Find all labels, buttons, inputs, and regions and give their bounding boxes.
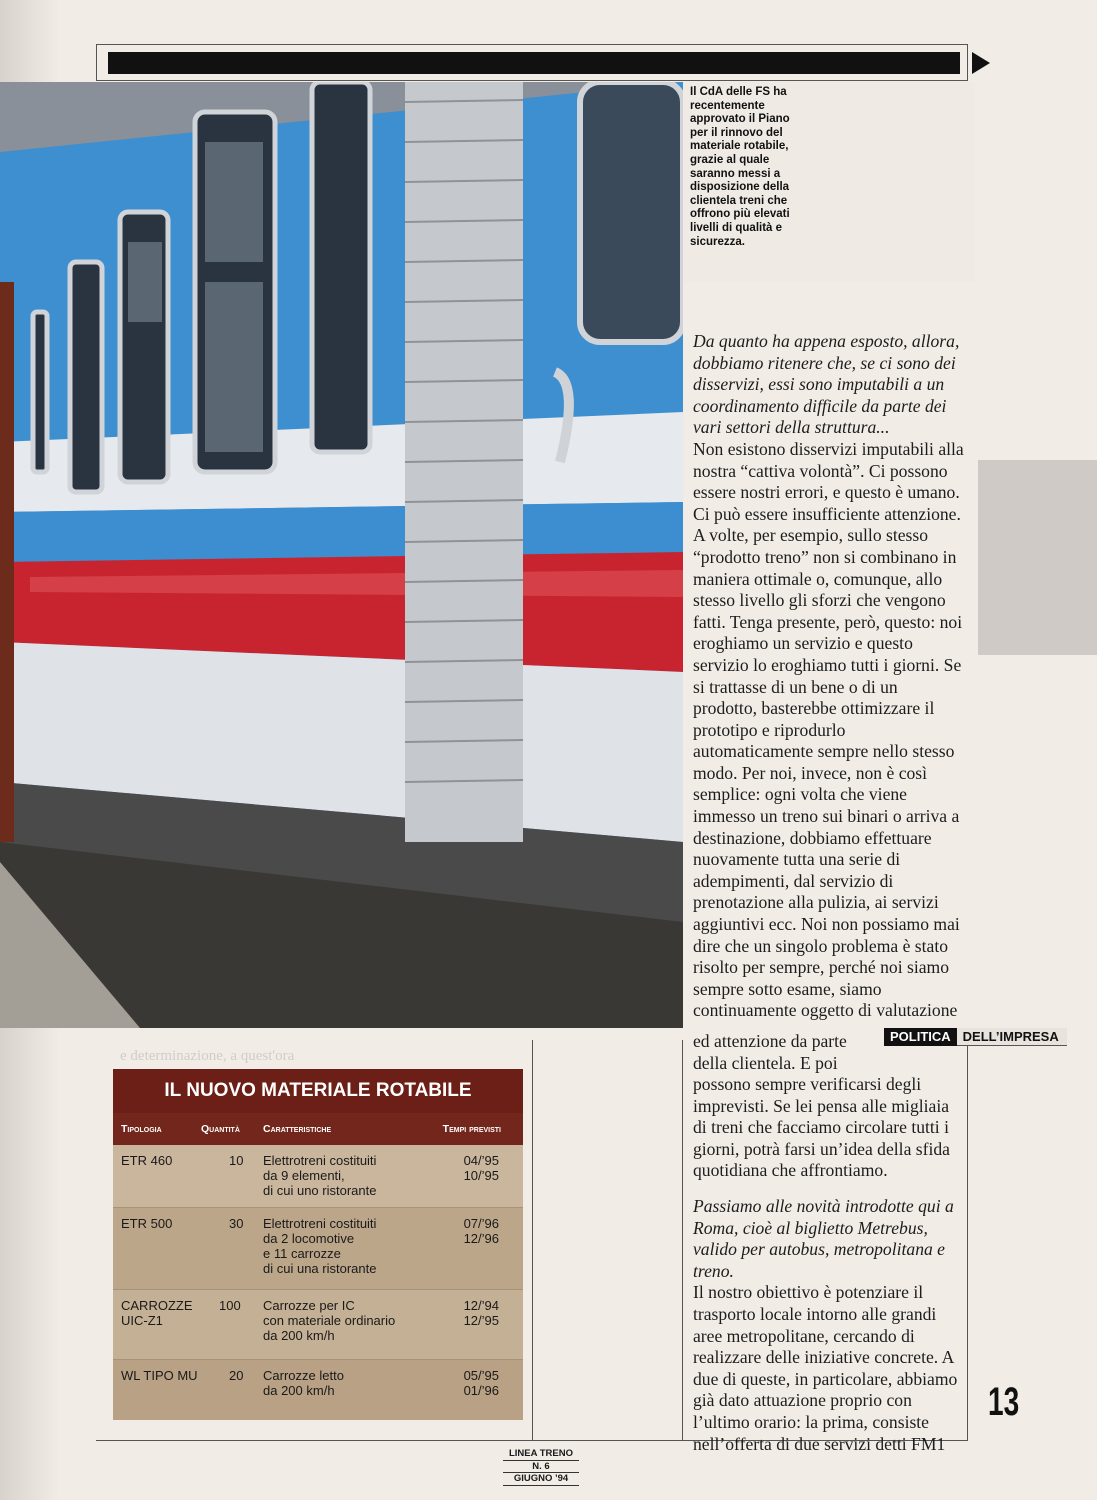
frame-rule [96, 80, 968, 81]
magazine-footer [503, 1448, 579, 1486]
cell-qty: 20 [229, 1368, 244, 1383]
frame-top [96, 44, 968, 45]
bleed-through-text: e determinazione, a quest'ora [120, 1048, 295, 1064]
cell-type [113, 1298, 197, 1359]
cell-feature-line: Elettrotreni costituiti [263, 1153, 377, 1168]
cell-feature-line: di cui uno ristorante [263, 1183, 377, 1198]
cell-type [113, 1368, 197, 1420]
interview-question-1: Da quanto ha appena esposto, allora, dobbiamo ritenere che, se ci sono dei disservizi, essi sono imputabili a un coordinamento difficile da parte dei vari settori della struttura... [693, 331, 960, 438]
cell-feature-line: Elettrotreni costituiti [263, 1216, 377, 1231]
frame-right [967, 44, 968, 80]
cell-type [113, 1216, 197, 1289]
section-tag-light: DELL’IMPRESA [957, 1028, 1067, 1046]
photo-caption: Il CdA delle FS ha recentemente approvato il Piano per il rinnovo del materiale rotabile, grazie al quale saranno messi a disposizione della clientela treni che offrono più elevati livelli di qualità e sicurezza. [690, 86, 790, 248]
cell-time-line: 05/’95 [463, 1368, 499, 1383]
article-text-narrow [693, 1031, 873, 1074]
table-row [113, 1289, 523, 1359]
cell-time-line: 07/’96 [463, 1216, 499, 1231]
cell-qty: 100 [219, 1298, 241, 1313]
table-row [113, 1359, 523, 1420]
column-rule [532, 1040, 533, 1440]
continue-arrow-icon [972, 52, 990, 74]
table-row [113, 1145, 523, 1207]
side-photo-fragment [978, 460, 1097, 655]
table-title: IL NUOVO MATERIALE ROTABILE [113, 1069, 523, 1113]
cell-features [261, 1153, 431, 1207]
cell-features [261, 1216, 431, 1289]
rolling-stock-table [113, 1069, 523, 1420]
column-rule-2 [682, 1040, 683, 1440]
cell-feature-line: di cui una ristorante [263, 1261, 377, 1276]
page-number: 13 [988, 1380, 1020, 1424]
interview-answer-1: Non esistono disservizi imputabili alla nostra “cattiva volontà”. Ci possono essere nostri errori, e questo è umano. Ci può essere insufficiente attenzione. A volte, per esempio, sullo stesso “prodotto treno” non si combinano in maniera ottimale o, comunque, allo stesso livello gli sforzi che vengono fatti. Tenga presente, però, questo: noi eroghiamo un servizio e questo servizio lo eroghiamo tutti i giorni. Se si trattasse di un bene o di un prodotto, basterebbe ottimizzare il prototipo e riprodurlo automaticamente sempre nello stesso modo. Per noi, invece, non è così semplice: ogni volta che viene immesso un treno sui binari o arriva a destinazione, dobbiamo effettuare nuovamente tutta una serie di adempimenti, dal servizio di prenotazione alla pulizia, ai servizi aggiuntivi ecc. Noi non possiamo mai dire che un singolo problema è stato risolto per sempre, perché noi siamo sempre sotto esame, siamo continuamente oggetto di valutazione [693, 438, 964, 1021]
cell-type-line: ETR 500 [121, 1216, 173, 1231]
article-text-lower [693, 1074, 965, 1455]
footer-issue: N. 6 [503, 1461, 579, 1474]
cell-type-line: UIC-Z1 [121, 1313, 163, 1328]
train-photo [0, 82, 683, 1028]
cell-type-line: WL TIPO MU [121, 1368, 198, 1383]
cell-features [261, 1368, 431, 1420]
frame-right-lower [967, 1040, 968, 1440]
cell-feature-line: da 2 locomotive [263, 1231, 355, 1246]
cell-feature-line: da 9 elementi, [263, 1168, 345, 1183]
cell-times [431, 1298, 523, 1359]
article-text-upper [693, 331, 965, 1022]
footer-magazine: LINEA TRENO [503, 1448, 579, 1461]
footer-date: GIUGNO ’94 [503, 1473, 579, 1486]
cell-time-line: 12/’95 [463, 1313, 499, 1328]
interview-answer-1c: possono sempre verificarsi degli imprevisti. Se lei pensa alle migliaia di treni che facciamo circolare tutti i giorni, potrà farsi un’idea della sfida quotidiana che affrontiamo. [693, 1074, 950, 1181]
cell-qty: 30 [229, 1216, 244, 1231]
table-row [113, 1207, 523, 1289]
cell-features [261, 1298, 431, 1359]
cell-time-line: 04/’95 [463, 1153, 499, 1168]
interview-answer-2: Il nostro obiettivo è potenziare il trasporto locale intorno alle grandi aree metropolitane, cercando di realizzare delle iniziative concrete. A due di queste, in particolare, abbiamo già dato attuazione proprio con l’ultimo orario: la prima, consiste nell’offerta di due servizi detti FM1 [693, 1282, 958, 1454]
cell-time-line: 10/’95 [463, 1168, 499, 1183]
cell-times [431, 1216, 523, 1289]
cell-time-line: 12/’94 [463, 1298, 499, 1313]
interview-question-2: Passiamo alle novità introdotte qui a Roma, cioè al biglietto Metrebus, valido per autobus, metropolitana e treno. [693, 1195, 954, 1281]
cell-times [431, 1368, 523, 1420]
table-header-row [113, 1113, 523, 1145]
cell-type-line: ETR 460 [121, 1153, 173, 1168]
header-caratteristiche: Caratteristiche [263, 1123, 332, 1135]
header-bar [108, 52, 960, 74]
header-tipologia: Tipologia [121, 1123, 162, 1135]
cell-times [431, 1153, 523, 1207]
cell-qty: 10 [229, 1153, 244, 1168]
train-illustration [0, 82, 683, 1028]
cell-type [113, 1153, 197, 1207]
header-tempi: Tempi previsti [442, 1123, 501, 1135]
cell-time-line: 01/’96 [463, 1383, 499, 1398]
cell-feature-line: da 200 km/h [263, 1383, 335, 1398]
cell-time-line: 12/’96 [463, 1231, 499, 1246]
interview-answer-1b: ed attenzione da parte della clientela. E poi [693, 1031, 847, 1073]
cell-feature-line: e 11 carrozze [263, 1246, 341, 1261]
section-tag [884, 1028, 1067, 1046]
cell-feature-line: Carrozze per IC [263, 1298, 355, 1313]
cell-type-line: CARROZZE [121, 1298, 193, 1313]
header-quantita: Quantità [201, 1123, 240, 1135]
section-tag-dark: POLITICA [884, 1028, 957, 1046]
cell-feature-line: Carrozze letto [263, 1368, 344, 1383]
cell-feature-line: con materiale ordinario [263, 1313, 396, 1328]
frame-left [96, 44, 97, 80]
cell-feature-line: da 200 km/h [263, 1328, 335, 1343]
